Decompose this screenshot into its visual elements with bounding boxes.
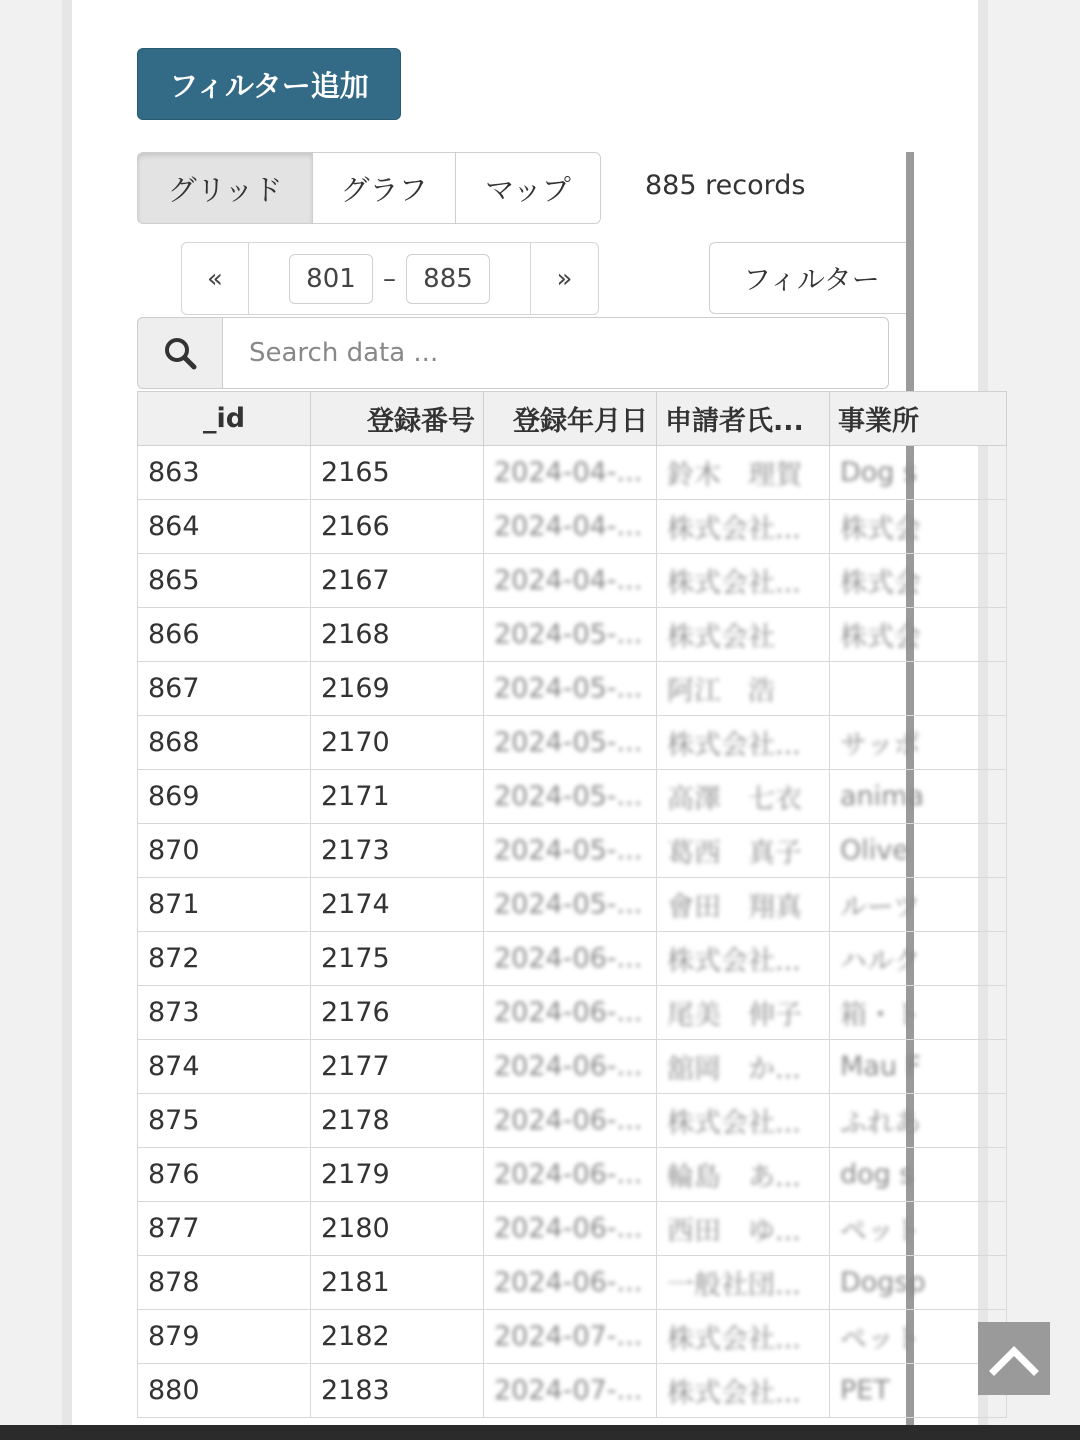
table-cell: 2024-06-...: [484, 932, 657, 986]
table-cell: Olive: [830, 824, 1007, 878]
column-header-registration-number[interactable]: 登録番号: [311, 392, 484, 446]
table-cell: 2024-05-...: [484, 608, 657, 662]
table-row[interactable]: [138, 608, 1007, 662]
range-separator: –: [383, 263, 396, 294]
table-row[interactable]: [138, 1148, 1007, 1202]
table-cell: anima: [830, 770, 1007, 824]
table-row[interactable]: [138, 1364, 1007, 1418]
table-cell: 株式会社...: [657, 932, 830, 986]
table-cell: 871: [138, 878, 311, 932]
table-cell: 866: [138, 608, 311, 662]
table-cell: 株式会: [830, 608, 1007, 662]
table-cell: 株式会社...: [657, 500, 830, 554]
table-cell: 鈴木 理賀: [657, 446, 830, 500]
table-cell: ペット: [830, 1310, 1007, 1364]
table-cell: 2178: [311, 1094, 484, 1148]
table-cell: 2173: [311, 824, 484, 878]
table-cell: 2024-06-...: [484, 1148, 657, 1202]
table-cell: 2179: [311, 1148, 484, 1202]
pagination: [181, 242, 599, 315]
next-page-button[interactable]: »: [531, 242, 599, 315]
add-filter-button[interactable]: フィルター追加: [137, 48, 401, 120]
search-bar: [137, 317, 889, 389]
table-cell: 2174: [311, 878, 484, 932]
bottom-bar: [0, 1425, 1080, 1440]
table-cell: 865: [138, 554, 311, 608]
table-row[interactable]: [138, 932, 1007, 986]
table-cell: 872: [138, 932, 311, 986]
table-cell: 868: [138, 716, 311, 770]
table-cell: 會田 翔真: [657, 878, 830, 932]
table-cell: 箱・ト: [830, 986, 1007, 1040]
table-cell: 株式会社...: [657, 1310, 830, 1364]
table-cell: 2183: [311, 1364, 484, 1418]
table-cell: 864: [138, 500, 311, 554]
table-cell: ペット: [830, 1202, 1007, 1256]
table-cell: 873: [138, 986, 311, 1040]
table-cell: 2165: [311, 446, 484, 500]
table-cell: 2171: [311, 770, 484, 824]
table-cell: 863: [138, 446, 311, 500]
chevron-up-icon: [989, 1342, 1039, 1376]
table-row[interactable]: [138, 878, 1007, 932]
table-row[interactable]: [138, 824, 1007, 878]
tab-graph[interactable]: グラフ: [313, 152, 456, 224]
table-row[interactable]: [138, 716, 1007, 770]
table-cell: 878: [138, 1256, 311, 1310]
table-cell: 2177: [311, 1040, 484, 1094]
previous-page-button[interactable]: «: [181, 242, 249, 315]
table-cell: 2024-06-...: [484, 986, 657, 1040]
range-start-input[interactable]: 801: [289, 254, 373, 304]
table-cell: ふれあ: [830, 1094, 1007, 1148]
table-cell: 2024-05-...: [484, 716, 657, 770]
table-cell: 2168: [311, 608, 484, 662]
table-cell: ルーツ: [830, 878, 1007, 932]
table-cell: Dog s: [830, 446, 1007, 500]
table-cell: 阿江 浩: [657, 662, 830, 716]
table-cell: 舘岡 か...: [657, 1040, 830, 1094]
table-cell: 2180: [311, 1202, 484, 1256]
table-row[interactable]: [138, 446, 1007, 500]
column-header-office[interactable]: 事業所: [830, 392, 1007, 446]
table-cell: 株式会社...: [657, 554, 830, 608]
left-border: [62, 0, 72, 1425]
table-row[interactable]: [138, 500, 1007, 554]
table-row[interactable]: [138, 1094, 1007, 1148]
view-tabs: [137, 152, 601, 224]
table-cell: Mau F: [830, 1040, 1007, 1094]
table-cell: 2175: [311, 932, 484, 986]
table-cell: 2181: [311, 1256, 484, 1310]
table-cell: 株式会社...: [657, 716, 830, 770]
table-cell: 尾美 伸子: [657, 986, 830, 1040]
table-row[interactable]: [138, 662, 1007, 716]
table-cell: [830, 662, 1007, 716]
table-cell: 2169: [311, 662, 484, 716]
table-cell: 2024-06-...: [484, 1040, 657, 1094]
table-cell: 874: [138, 1040, 311, 1094]
table-row[interactable]: [138, 1256, 1007, 1310]
record-count: 885 records: [645, 170, 806, 201]
table-cell: 2024-04-...: [484, 446, 657, 500]
table-row[interactable]: [138, 1310, 1007, 1364]
table-row[interactable]: [138, 986, 1007, 1040]
table-cell: 2024-07-...: [484, 1364, 657, 1418]
table-cell: 2024-05-...: [484, 770, 657, 824]
table-cell: 株式会: [830, 500, 1007, 554]
table-row[interactable]: [138, 1040, 1007, 1094]
table-cell: dog s: [830, 1148, 1007, 1202]
table-cell: 880: [138, 1364, 311, 1418]
column-header-applicant-name[interactable]: 申請者氏...: [657, 392, 830, 446]
table-row[interactable]: [138, 1202, 1007, 1256]
page-range: [249, 242, 531, 315]
table-cell: 一般社団...: [657, 1256, 830, 1310]
table-cell: 877: [138, 1202, 311, 1256]
table-cell: ハルク: [830, 932, 1007, 986]
table-cell: 輪島 あ...: [657, 1148, 830, 1202]
search-icon: [137, 317, 223, 389]
table-cell: 2024-05-...: [484, 824, 657, 878]
column-header-id[interactable]: _id: [138, 392, 311, 446]
table-cell: 高澤 七衣: [657, 770, 830, 824]
filter-button[interactable]: フィルター: [709, 242, 914, 314]
table-cell: 2024-06-...: [484, 1094, 657, 1148]
tab-map[interactable]: マップ: [456, 152, 601, 224]
table-cell: 株式会社: [657, 608, 830, 662]
table-cell: 株式会社...: [657, 1364, 830, 1418]
table-cell: 2166: [311, 500, 484, 554]
table-cell: 西田 ゆ...: [657, 1202, 830, 1256]
table-cell: 867: [138, 662, 311, 716]
table-cell: 2024-07-...: [484, 1310, 657, 1364]
table-cell: 葛西 真子: [657, 824, 830, 878]
table-cell: 876: [138, 1148, 311, 1202]
table-header-row: [138, 392, 1007, 446]
table-cell: 株式会: [830, 554, 1007, 608]
table-cell: 2024-05-...: [484, 878, 657, 932]
table-cell: 870: [138, 824, 311, 878]
table-row[interactable]: [138, 770, 1007, 824]
table-cell: 2170: [311, 716, 484, 770]
tab-grid[interactable]: グリッド: [137, 152, 313, 224]
table-cell: サッポ: [830, 716, 1007, 770]
scroll-to-top-button[interactable]: [978, 1322, 1050, 1395]
table-cell: 2167: [311, 554, 484, 608]
table-cell: 2024-04-...: [484, 554, 657, 608]
table-cell: PET: [830, 1364, 1007, 1418]
table-cell: 2024-06-...: [484, 1202, 657, 1256]
table-cell: 879: [138, 1310, 311, 1364]
search-input[interactable]: Search data ...: [223, 317, 889, 389]
table-cell: 869: [138, 770, 311, 824]
range-end-input[interactable]: 885: [406, 254, 490, 304]
table-cell: 株式会社...: [657, 1094, 830, 1148]
table-cell: 2176: [311, 986, 484, 1040]
table-cell: 2024-05-...: [484, 662, 657, 716]
table-cell: 2024-06-...: [484, 1256, 657, 1310]
table-cell: 2024-04-...: [484, 500, 657, 554]
table-cell: 2182: [311, 1310, 484, 1364]
table-cell: 875: [138, 1094, 311, 1148]
table-cell: Dogsp: [830, 1256, 1007, 1310]
column-header-registration-date[interactable]: 登録年月日: [484, 392, 657, 446]
table-row[interactable]: [138, 554, 1007, 608]
data-grid: [137, 391, 926, 1425]
